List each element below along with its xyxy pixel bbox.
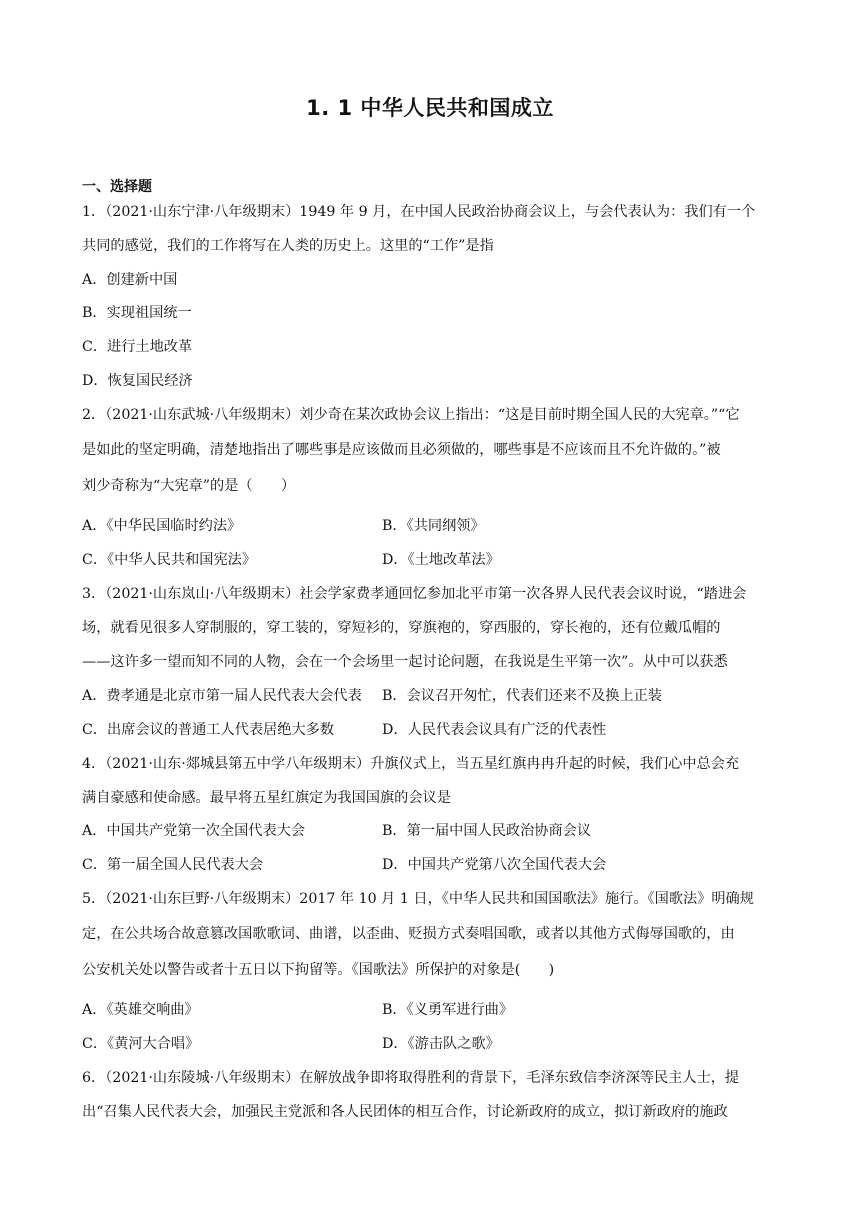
- question-5-line-1: 5．（2021·山东巨野·八年级期末）2017 年 10 月 1 日，《中华人民共和国国歌法》施行。《国歌法》明确规: [82, 891, 754, 907]
- question-5-option-d: D．《游击队之歌》: [382, 1036, 500, 1052]
- question-3-option-b: B．会议召开匆忙，代表们还来不及换上正装: [382, 688, 662, 704]
- question-1-option-b: B．实现祖国统一: [82, 305, 192, 321]
- question-2-option-a: A．《中华民国临时约法》: [82, 518, 242, 534]
- question-3-line-3: ——这许多一望而知不同的人物，会在一个会场里一起讨论问题，在我说是生平第一次”。从中可以获悉: [82, 654, 728, 670]
- question-2-line-2: 是如此的坚定明确，清楚地指出了哪些事是应该做而且必须做的，哪些事是不应该而且不允许做的。”被: [82, 442, 721, 458]
- question-1-option-c: C．进行土地改革: [82, 339, 193, 355]
- question-1-option-a: A．创建新中国: [82, 272, 178, 288]
- page-title: 1. 1 中华人民共和国成立: [306, 96, 554, 120]
- question-4-option-a: A．中国共产党第一次全国代表大会: [82, 823, 306, 839]
- question-1-option-d: D．恢复国民经济: [82, 373, 193, 389]
- question-4-line-1: 4．（2021·山东·郯城县第五中学八年级期末）升旗仪式上，当五星红旗冉冉升起的时候，我们心中总会充: [82, 756, 740, 772]
- question-3-line-1: 3．（2021·山东岚山·八年级期末）社会学家费孝通回忆参加北平市第一次各界人民代表会议时说，“踏进会: [82, 586, 747, 602]
- question-2-line-3: 刘少奇称为“大宪章”的是（ ）: [82, 478, 296, 494]
- question-5-option-b: B．《义勇军进行曲》: [382, 1002, 514, 1018]
- section-heading: 一、选择题: [82, 179, 152, 195]
- question-6-line-2: 出“召集人民代表大会，加强民主党派和各人民团体的相互合作，讨论新政府的成立，拟订新政府的施政: [82, 1104, 728, 1120]
- question-5-line-2: 定，在公共场合故意篡改国歌歌词、曲谱，以歪曲、贬损方式奏唱国歌，或者以其他方式侮辱国歌的，由: [82, 926, 735, 942]
- question-6-line-1: 6．（2021·山东陵城·八年级期末）在解放战争即将取得胜利的背景下，毛泽东致信李济深等民主人士，提: [82, 1070, 740, 1086]
- question-4-option-d: D．中国共产党第八次全国代表大会: [382, 857, 607, 873]
- question-4-option-c: C．第一届全国人民代表大会: [82, 857, 264, 873]
- question-3-option-c: C．出席会议的普通工人代表居绝大多数: [82, 722, 335, 738]
- question-3-line-2: 场，就看见很多人穿制服的，穿工装的，穿短衫的，穿旗袍的，穿西服的，穿长袍的，还有位戴瓜帽的: [82, 620, 721, 636]
- question-5-option-a: A．《英雄交响曲》: [82, 1002, 199, 1018]
- question-5-option-c: C．《黄河大合唱》: [82, 1036, 200, 1052]
- question-2-option-c: C．《中华人民共和国宪法》: [82, 552, 257, 568]
- question-3-option-d: D．人民代表会议具有广泛的代表性: [382, 722, 607, 738]
- question-2-option-d: D．《土地改革法》: [382, 552, 500, 568]
- question-1-line-1: 1．（2021·山东宁津·八年级期末）1949 年 9 月，在中国人民政治协商会议上，与会代表认为：我们有一个: [82, 204, 756, 220]
- question-5-line-3: 公安机关处以警告或者十五日以下拘留等。《国歌法》所保护的对象是( ): [82, 962, 555, 978]
- question-3-option-a: A．费孝通是北京市第一届人民代表大会代表: [82, 688, 362, 704]
- question-4-option-b: B．第一届中国人民政治协商会议: [382, 823, 592, 839]
- question-2-option-b: B．《共同纲领》: [382, 518, 485, 534]
- question-1-line-2: 共同的感觉，我们的工作将写在人类的历史上。这里的“工作”是指: [82, 238, 494, 254]
- question-2-line-1: 2．（2021·山东武城·八年级期末）刘少奇在某次政协会议上指出：“这是目前时期全国人民的大宪章。”“它: [82, 407, 740, 423]
- question-4-line-2: 满自豪感和使命感。最早将五星红旗定为我国国旗的会议是: [82, 790, 451, 806]
